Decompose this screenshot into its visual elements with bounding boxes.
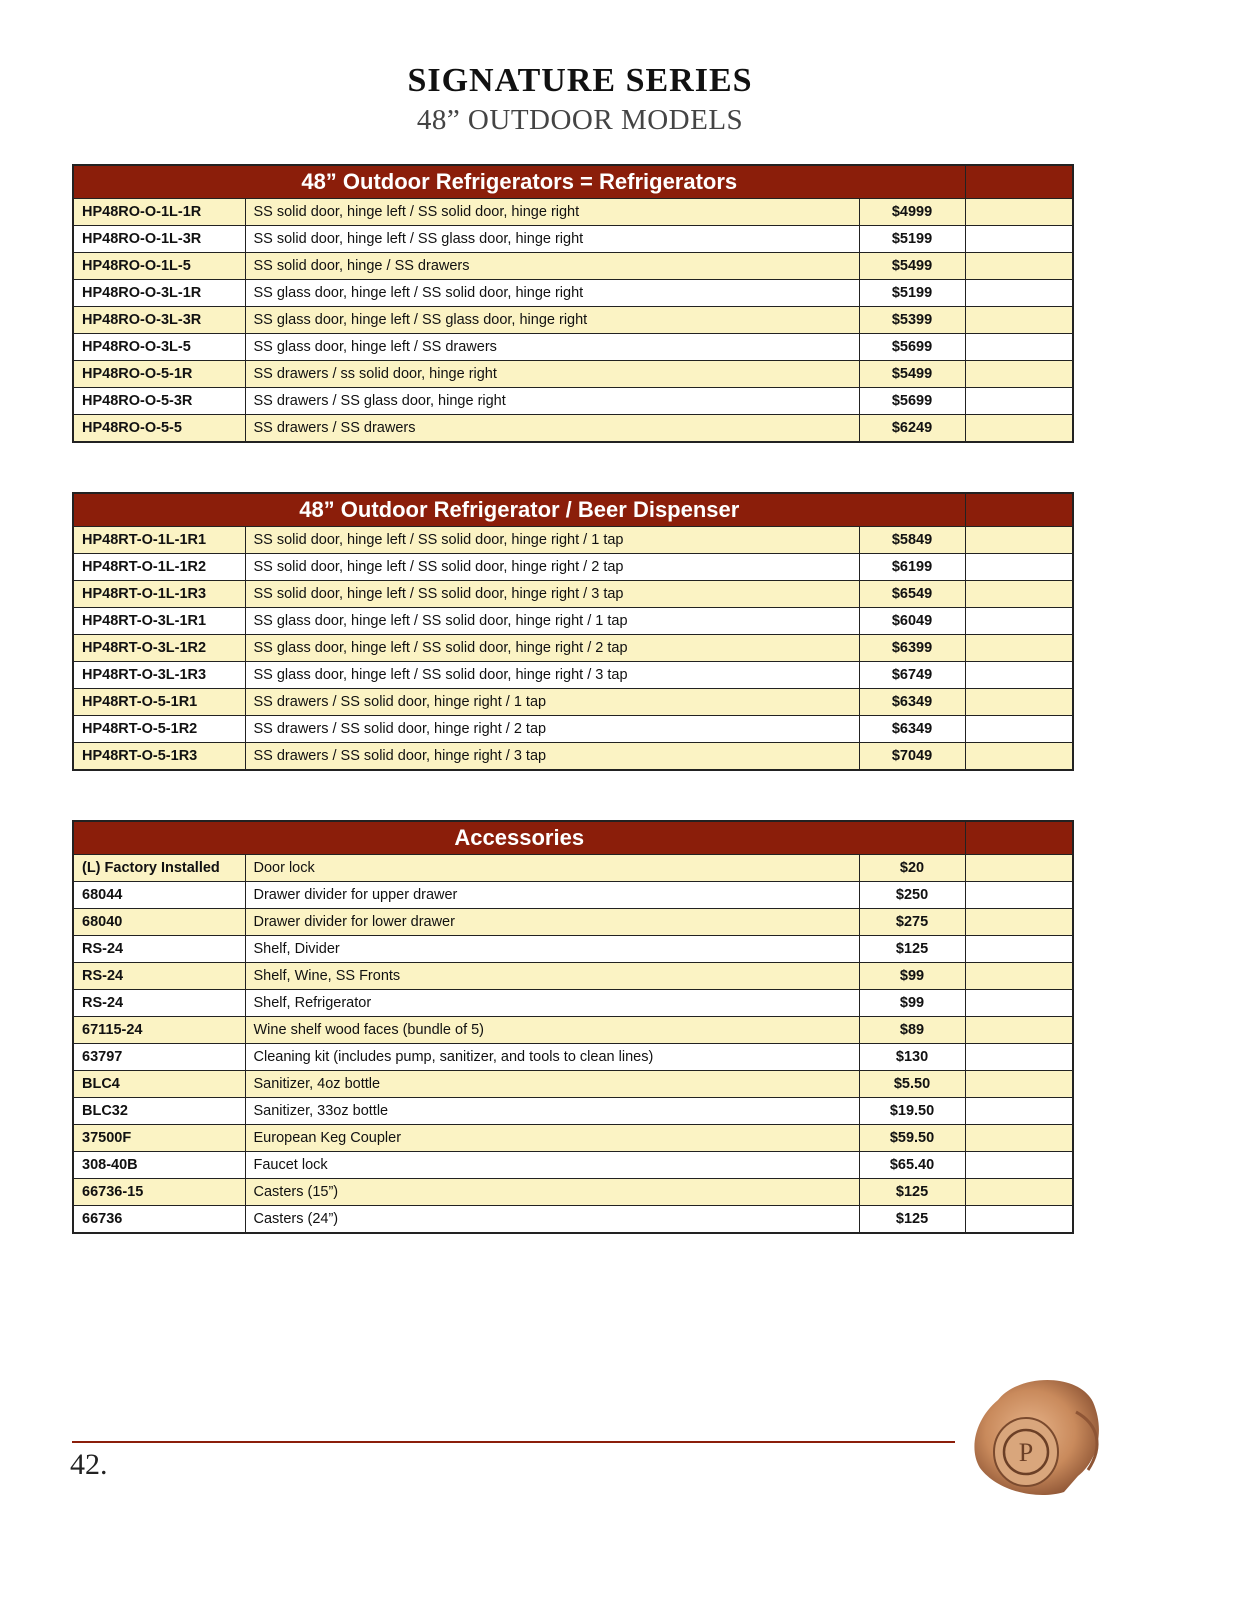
description-cell: Shelf, Wine, SS Fronts [245, 963, 859, 990]
description-cell: SS drawers / SS drawers [245, 415, 859, 443]
model-cell: HP48RT-O-3L-1R2 [73, 635, 245, 662]
empty-cell [965, 1206, 1073, 1234]
empty-cell [965, 1071, 1073, 1098]
empty-cell [965, 253, 1073, 280]
table-row [73, 361, 1073, 388]
description-cell: SS solid door, hinge / SS drawers [245, 253, 859, 280]
description-cell: SS solid door, hinge left / SS solid door, hinge right / 2 tap [245, 554, 859, 581]
price-cell: $5199 [859, 226, 965, 253]
empty-cell [965, 334, 1073, 361]
table-row [73, 936, 1073, 963]
description-cell: SS solid door, hinge left / SS solid door, hinge right / 3 tap [245, 581, 859, 608]
price-cell: $20 [859, 855, 965, 882]
description-cell: SS glass door, hinge left / SS glass door, hinge right [245, 307, 859, 334]
model-cell: HP48RT-O-1L-1R3 [73, 581, 245, 608]
accessories-table [72, 820, 1074, 1234]
model-cell: 68044 [73, 882, 245, 909]
description-cell: Drawer divider for upper drawer [245, 882, 859, 909]
description-cell: SS glass door, hinge left / SS solid door, hinge right / 1 tap [245, 608, 859, 635]
description-cell: SS glass door, hinge left / SS solid door, hinge right / 3 tap [245, 662, 859, 689]
footer-rule [72, 1441, 955, 1443]
description-cell: SS solid door, hinge left / SS solid door, hinge right / 1 tap [245, 527, 859, 554]
description-cell: Wine shelf wood faces (bundle of 5) [245, 1017, 859, 1044]
price-cell: $4999 [859, 199, 965, 226]
model-cell: BLC4 [73, 1071, 245, 1098]
table-heading-row [73, 165, 1073, 199]
empty-cell [965, 1125, 1073, 1152]
price-cell: $59.50 [859, 1125, 965, 1152]
empty-cell [965, 554, 1073, 581]
price-cell: $6349 [859, 689, 965, 716]
empty-cell [965, 1098, 1073, 1125]
model-cell: HP48RT-O-1L-1R1 [73, 527, 245, 554]
price-cell: $125 [859, 1206, 965, 1234]
model-cell: HP48RT-O-1L-1R2 [73, 554, 245, 581]
table-row [73, 1017, 1073, 1044]
price-cell: $130 [859, 1044, 965, 1071]
cork-logo-icon [968, 1372, 1108, 1498]
empty-cell [965, 361, 1073, 388]
table-row [73, 581, 1073, 608]
empty-cell [965, 963, 1073, 990]
description-cell: SS glass door, hinge left / SS solid door, hinge right / 2 tap [245, 635, 859, 662]
empty-cell [965, 882, 1073, 909]
price-cell: $5699 [859, 388, 965, 415]
heading-spacer [965, 165, 1073, 199]
empty-cell [965, 689, 1073, 716]
table-row [73, 388, 1073, 415]
price-cell: $99 [859, 963, 965, 990]
empty-cell [965, 1152, 1073, 1179]
description-cell: Casters (15”) [245, 1179, 859, 1206]
price-cell: $125 [859, 1179, 965, 1206]
model-cell: RS-24 [73, 990, 245, 1017]
model-cell: HP48RO-O-3L-1R [73, 280, 245, 307]
price-cell: $125 [859, 936, 965, 963]
model-cell: 68040 [73, 909, 245, 936]
empty-cell [965, 1017, 1073, 1044]
table-row [73, 635, 1073, 662]
price-cell: $250 [859, 882, 965, 909]
table-heading: 48” Outdoor Refrigerators = Refrigerators [73, 165, 965, 199]
model-cell: HP48RO-O-1L-3R [73, 226, 245, 253]
table-row [73, 199, 1073, 226]
table-row [73, 1179, 1073, 1206]
description-cell: Door lock [245, 855, 859, 882]
table-row [73, 662, 1073, 689]
refrigerators-table [72, 164, 1074, 443]
price-cell: $5849 [859, 527, 965, 554]
table-row [73, 716, 1073, 743]
description-cell: Cleaning kit (includes pump, sanitizer, and tools to clean lines) [245, 1044, 859, 1071]
empty-cell [965, 415, 1073, 443]
model-cell: HP48RT-O-5-1R2 [73, 716, 245, 743]
page-subtitle: 48” OUTDOOR MODELS [416, 104, 744, 136]
description-cell: SS glass door, hinge left / SS solid door, hinge right [245, 280, 859, 307]
table-row [73, 415, 1073, 443]
price-cell: $6249 [859, 415, 965, 443]
empty-cell [965, 527, 1073, 554]
price-cell: $5.50 [859, 1071, 965, 1098]
table-row [73, 990, 1073, 1017]
model-cell: 67115-24 [73, 1017, 245, 1044]
model-cell: 66736 [73, 1206, 245, 1234]
price-cell: $6049 [859, 608, 965, 635]
empty-cell [965, 635, 1073, 662]
description-cell: SS solid door, hinge left / SS solid door, hinge right [245, 199, 859, 226]
price-cell: $6199 [859, 554, 965, 581]
table-row [73, 527, 1073, 554]
table-row [73, 1071, 1073, 1098]
model-cell: HP48RO-O-5-3R [73, 388, 245, 415]
model-cell: HP48RO-O-5-5 [73, 415, 245, 443]
table-row [73, 554, 1073, 581]
empty-cell [965, 1044, 1073, 1071]
description-cell: Shelf, Divider [245, 936, 859, 963]
empty-cell [965, 388, 1073, 415]
table-row [73, 280, 1073, 307]
table-row [73, 307, 1073, 334]
table-row [73, 608, 1073, 635]
beer-dispenser-table [72, 492, 1074, 771]
model-cell: 37500F [73, 1125, 245, 1152]
table-row [73, 909, 1073, 936]
model-cell: 63797 [73, 1044, 245, 1071]
table-row [73, 334, 1073, 361]
empty-cell [965, 226, 1073, 253]
model-cell: HP48RO-O-1L-5 [73, 253, 245, 280]
description-cell: Sanitizer, 4oz bottle [245, 1071, 859, 1098]
empty-cell [965, 662, 1073, 689]
page-number: 42. [70, 1448, 108, 1481]
table-row [73, 226, 1073, 253]
table-row [73, 882, 1073, 909]
table-row [73, 1152, 1073, 1179]
model-cell: HP48RT-O-3L-1R3 [73, 662, 245, 689]
model-cell: HP48RO-O-3L-5 [73, 334, 245, 361]
empty-cell [965, 608, 1073, 635]
table-row [73, 1098, 1073, 1125]
table-row [73, 1206, 1073, 1234]
table-heading: 48” Outdoor Refrigerator / Beer Dispenser [73, 493, 965, 527]
empty-cell [965, 909, 1073, 936]
price-cell: $6399 [859, 635, 965, 662]
description-cell: SS drawers / SS solid door, hinge right / 3 tap [245, 743, 859, 771]
price-cell: $7049 [859, 743, 965, 771]
description-cell: SS drawers / ss solid door, hinge right [245, 361, 859, 388]
empty-cell [965, 280, 1073, 307]
description-cell: Shelf, Refrigerator [245, 990, 859, 1017]
heading-spacer [965, 821, 1073, 855]
table-row [73, 1044, 1073, 1071]
price-cell: $5399 [859, 307, 965, 334]
price-cell: $6349 [859, 716, 965, 743]
model-cell: (L) Factory Installed [73, 855, 245, 882]
description-cell: Faucet lock [245, 1152, 859, 1179]
description-cell: Casters (24”) [245, 1206, 859, 1234]
svg-text:P: P [1018, 1438, 1034, 1467]
empty-cell [965, 581, 1073, 608]
description-cell: Drawer divider for lower drawer [245, 909, 859, 936]
empty-cell [965, 307, 1073, 334]
empty-cell [965, 716, 1073, 743]
empty-cell [965, 199, 1073, 226]
model-cell: HP48RO-O-5-1R [73, 361, 245, 388]
description-cell: SS drawers / SS solid door, hinge right / 1 tap [245, 689, 859, 716]
price-cell: $6749 [859, 662, 965, 689]
description-cell: Sanitizer, 33oz bottle [245, 1098, 859, 1125]
model-cell: HP48RO-O-1L-1R [73, 199, 245, 226]
model-cell: HP48RT-O-3L-1R1 [73, 608, 245, 635]
empty-cell [965, 743, 1073, 771]
table-heading-row [73, 821, 1073, 855]
empty-cell [965, 936, 1073, 963]
price-cell: $19.50 [859, 1098, 965, 1125]
table-row [73, 963, 1073, 990]
model-cell: RS-24 [73, 963, 245, 990]
description-cell: SS solid door, hinge left / SS glass door, hinge right [245, 226, 859, 253]
model-cell: HP48RT-O-5-1R1 [73, 689, 245, 716]
description-cell: European Keg Coupler [245, 1125, 859, 1152]
price-cell: $65.40 [859, 1152, 965, 1179]
price-cell: $5499 [859, 253, 965, 280]
model-cell: BLC32 [73, 1098, 245, 1125]
table-row [73, 743, 1073, 771]
model-cell: 308-40B [73, 1152, 245, 1179]
description-cell: SS glass door, hinge left / SS drawers [245, 334, 859, 361]
empty-cell [965, 855, 1073, 882]
page-title: SIGNATURE SERIES [407, 62, 753, 99]
price-cell: $99 [859, 990, 965, 1017]
price-cell: $89 [859, 1017, 965, 1044]
table-row [73, 689, 1073, 716]
empty-cell [965, 1179, 1073, 1206]
heading-spacer [965, 493, 1073, 527]
description-cell: SS drawers / SS solid door, hinge right / 2 tap [245, 716, 859, 743]
model-cell: RS-24 [73, 936, 245, 963]
price-cell: $5699 [859, 334, 965, 361]
empty-cell [965, 990, 1073, 1017]
table-row [73, 855, 1073, 882]
model-cell: 66736-15 [73, 1179, 245, 1206]
model-cell: HP48RT-O-5-1R3 [73, 743, 245, 771]
table-row [73, 1125, 1073, 1152]
table-row [73, 253, 1073, 280]
model-cell: HP48RO-O-3L-3R [73, 307, 245, 334]
price-cell: $6549 [859, 581, 965, 608]
price-cell: $5199 [859, 280, 965, 307]
description-cell: SS drawers / SS glass door, hinge right [245, 388, 859, 415]
table-heading: Accessories [73, 821, 965, 855]
table-heading-row [73, 493, 1073, 527]
price-cell: $5499 [859, 361, 965, 388]
price-cell: $275 [859, 909, 965, 936]
